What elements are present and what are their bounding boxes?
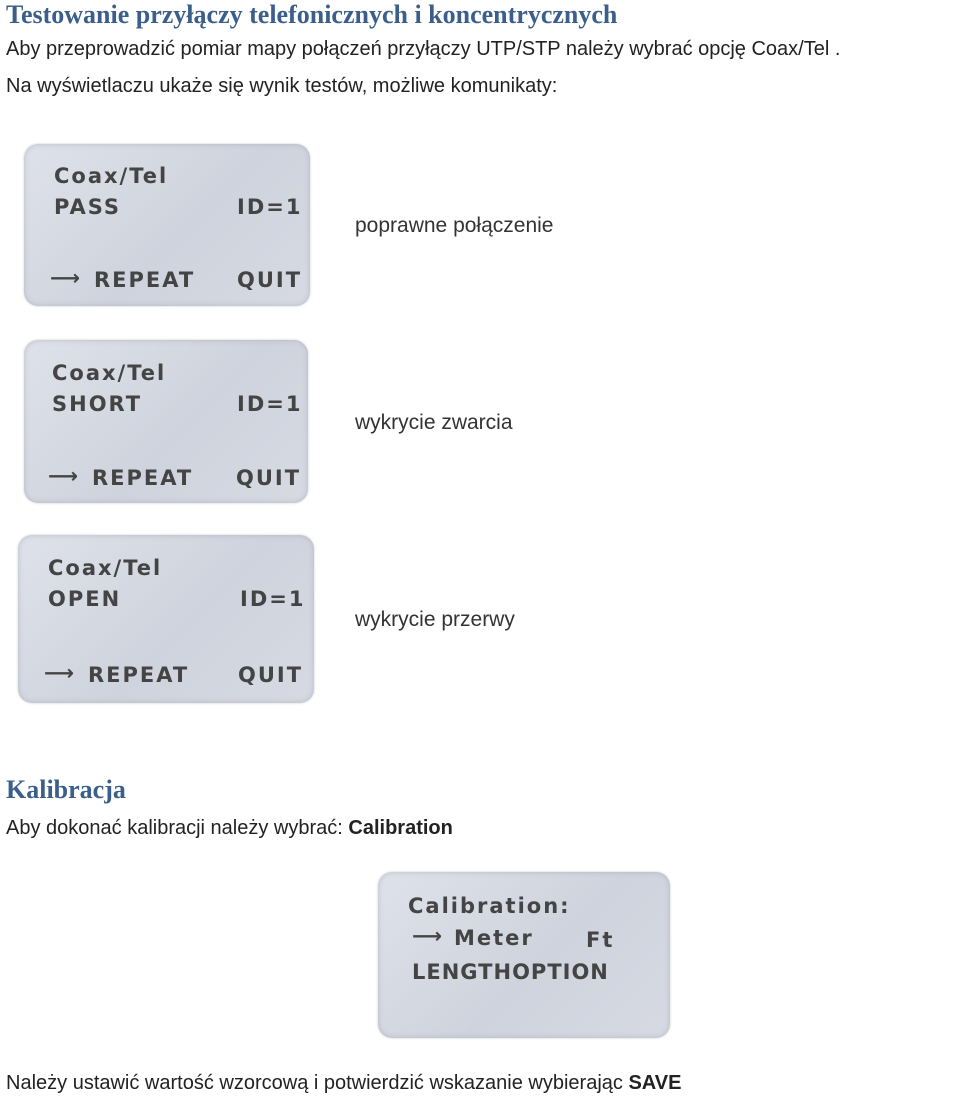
lcd-title: Calibration: <box>408 894 571 918</box>
lcd-status: SHORT <box>52 392 143 416</box>
caption-open: wykrycie przerwy <box>355 608 515 631</box>
calibration-text: Aby dokonać kalibracji należy wybrać: <box>6 817 349 839</box>
caption-pass: poprawne połączenie <box>355 214 554 237</box>
caption-short: wykrycie zwarcia <box>355 411 513 434</box>
lcd-length-option: LENGTHOPTION <box>412 960 609 984</box>
arrow-right-icon: ⟶ <box>412 924 443 948</box>
lcd-id: ID=1 <box>240 587 306 611</box>
paragraph-save <box>6 1071 681 1095</box>
calibration-option-name: Calibration <box>348 817 453 839</box>
lcd-status: PASS <box>54 195 122 219</box>
paragraph-instructions: Aby przeprowadzić pomiar mapy połączeń przyłączy UTP/STP należy wybrać opcję Coax/Tel . <box>6 38 841 60</box>
lcd-screen-calibration <box>378 872 670 1038</box>
lcd-quit-option: QUIT <box>237 268 303 292</box>
arrow-right-icon: ⟶ <box>44 661 75 685</box>
arrow-right-icon: ⟶ <box>50 266 81 290</box>
paragraph-results-intro: Na wyświetlaczu ukaże się wynik testów, możliwe komunikaty: <box>6 75 558 97</box>
lcd-status: OPEN <box>48 587 122 611</box>
save-option-name: SAVE <box>628 1072 682 1094</box>
lcd-title: Coax/Tel <box>48 556 163 580</box>
section-heading-testing: Testowanie przyłączy telefonicznych i koncentrycznych <box>6 0 618 29</box>
lcd-ft-option: Ft <box>586 928 615 952</box>
lcd-title: Coax/Tel <box>54 164 169 188</box>
arrow-right-icon: ⟶ <box>48 464 79 488</box>
lcd-id: ID=1 <box>237 195 303 219</box>
lcd-screen-short <box>24 340 308 503</box>
lcd-repeat-option: REPEAT <box>92 466 194 490</box>
paragraph-calibration <box>6 816 453 840</box>
lcd-title: Coax/Tel <box>52 361 167 385</box>
save-text: Należy ustawić wartość wzorcową i potwierdzić wskazanie wybierając <box>6 1072 629 1094</box>
lcd-id: ID=1 <box>237 392 303 416</box>
lcd-meter-option: Meter <box>454 926 534 950</box>
lcd-quit-option: QUIT <box>236 466 302 490</box>
lcd-screen-pass <box>24 144 310 306</box>
lcd-repeat-option: REPEAT <box>94 268 196 292</box>
lcd-repeat-option: REPEAT <box>88 663 190 687</box>
section-heading-calibration: Kalibracja <box>6 775 126 804</box>
lcd-quit-option: QUIT <box>238 663 304 687</box>
lcd-screen-open <box>18 535 314 703</box>
